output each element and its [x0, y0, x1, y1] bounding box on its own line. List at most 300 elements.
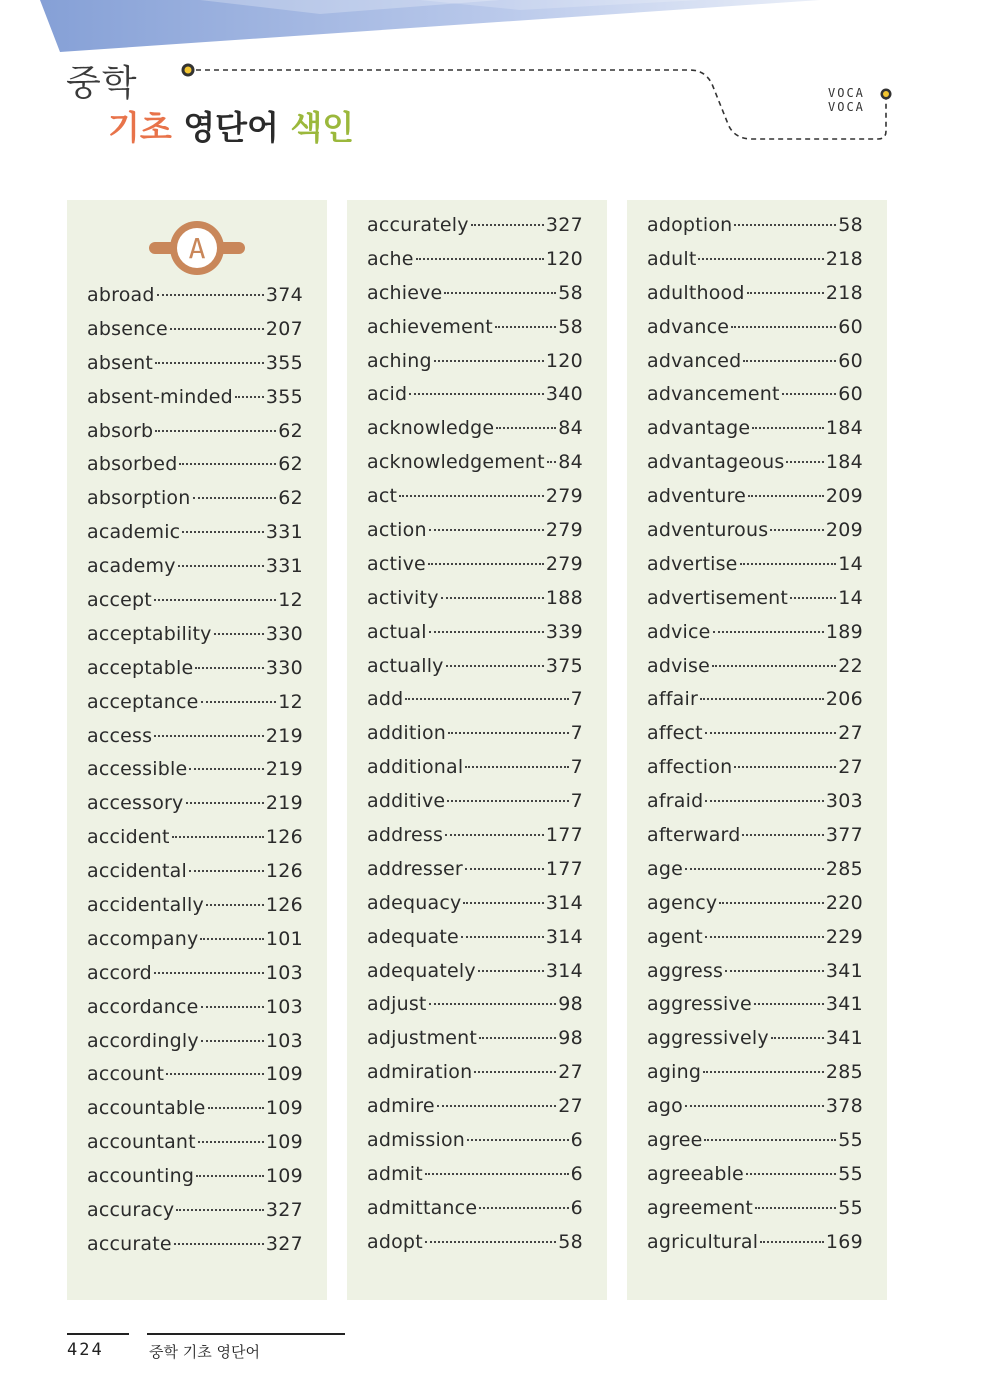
entry-word: additive: [367, 790, 446, 813]
entry-page: 120: [545, 349, 583, 372]
entry-word: accident: [87, 826, 170, 849]
dot-leader: [178, 564, 264, 567]
entry-page: 27: [558, 1061, 583, 1084]
entry-page: 126: [265, 826, 303, 849]
entry-word: accordance: [87, 995, 199, 1018]
entry-word: advance: [647, 315, 730, 338]
entry-word: adventurous: [647, 519, 769, 542]
index-entry: [647, 587, 863, 621]
index-entry: [367, 417, 583, 451]
dot-leader: [425, 1172, 569, 1175]
dot-leader: [448, 731, 569, 734]
entry-word: access: [87, 724, 153, 747]
entry-word: action: [367, 519, 427, 542]
entry-word: admit: [367, 1162, 423, 1185]
index-entry: [647, 553, 863, 587]
dot-leader: [742, 833, 823, 836]
entry-word: accompany: [87, 927, 199, 950]
index-entry: [367, 316, 583, 350]
dot-leader: [196, 1174, 264, 1177]
page-number: 424: [67, 1340, 104, 1360]
index-entry: [647, 790, 863, 824]
entry-word: afraid: [647, 790, 704, 813]
entry-word: acknowledgement: [367, 451, 545, 474]
index-entry: [87, 589, 303, 623]
entry-word: acknowledge: [367, 417, 495, 440]
index-entry: [367, 1231, 583, 1265]
dot-leader: [429, 528, 544, 531]
index-entry: [367, 587, 583, 621]
entry-page: 120: [545, 247, 583, 270]
entry-word: advanced: [647, 349, 742, 372]
dot-leader: [198, 1140, 264, 1143]
entry-word: affair: [647, 688, 698, 711]
entry-word: absorb: [87, 419, 154, 442]
entry-list: [647, 214, 863, 1265]
index-entry: [367, 214, 583, 248]
section-letter: A: [188, 232, 206, 265]
index-entry: [647, 993, 863, 1027]
flower-icon: [881, 89, 892, 100]
entry-page: 58: [558, 281, 583, 304]
entry-word: affection: [647, 756, 733, 779]
entry-list: [367, 214, 583, 1265]
index-entry: [87, 386, 303, 420]
entry-word: agreement: [647, 1196, 753, 1219]
entry-word: addresser: [367, 857, 463, 880]
entry-word: aggressively: [647, 1027, 769, 1050]
dot-leader: [495, 325, 556, 328]
entry-page: 169: [825, 1230, 863, 1253]
dot-leader: [747, 291, 824, 294]
entry-page: 103: [265, 995, 303, 1018]
entry-page: 58: [558, 315, 583, 338]
index-entry: [647, 858, 863, 892]
dot-leader: [703, 1070, 824, 1073]
index-entry: [87, 1199, 303, 1233]
index-column-2: [347, 200, 607, 1300]
index-entry: [87, 623, 303, 657]
dot-leader: [760, 1240, 824, 1243]
entry-page: 327: [265, 1199, 303, 1222]
dot-leader: [170, 327, 264, 330]
dot-leader: [685, 1104, 824, 1107]
index-entry: [647, 417, 863, 451]
entry-word: accept: [87, 589, 152, 612]
entry-page: 62: [278, 453, 303, 476]
index-entry: [647, 926, 863, 960]
entry-page: 279: [545, 485, 583, 508]
entry-word: addition: [367, 722, 447, 745]
dot-leader: [182, 530, 264, 533]
dot-leader: [195, 666, 263, 669]
dot-leader: [446, 664, 544, 667]
index-entry: [367, 383, 583, 417]
dot-leader: [712, 664, 836, 667]
entry-page: 314: [545, 925, 583, 948]
entry-word: active: [367, 552, 426, 575]
index-entry: [647, 756, 863, 790]
voca-label: [828, 86, 865, 114]
entry-word: adoption: [647, 214, 733, 236]
entry-page: 58: [838, 214, 863, 236]
entry-page: 327: [545, 214, 583, 236]
dot-leader: [208, 1106, 264, 1109]
entry-page: 331: [265, 521, 303, 544]
entry-page: 177: [545, 857, 583, 880]
index-entry: [367, 655, 583, 689]
index-entry: [647, 688, 863, 722]
entry-page: 218: [825, 247, 863, 270]
index-entry: [367, 621, 583, 655]
index-entry: [87, 1063, 303, 1097]
index-entry: [647, 1061, 863, 1095]
entry-page: 327: [265, 1232, 303, 1255]
entry-page: 84: [558, 451, 583, 474]
entry-word: accord: [87, 961, 152, 984]
dot-leader: [441, 596, 544, 599]
index-entry: [367, 1129, 583, 1163]
entry-page: 279: [545, 552, 583, 575]
dot-leader: [700, 697, 824, 700]
footer-rule: [147, 1333, 345, 1335]
dot-leader: [405, 697, 568, 700]
entry-word: act: [367, 485, 398, 508]
index-entry: [367, 993, 583, 1027]
section-letter-badge: [149, 220, 245, 276]
index-entry: [367, 960, 583, 994]
dot-leader: [748, 494, 824, 497]
index-entry: [367, 1027, 583, 1061]
dot-leader: [719, 901, 824, 904]
entry-page: 285: [825, 857, 863, 880]
dot-leader: [782, 392, 837, 395]
entry-word: adulthood: [647, 281, 745, 304]
index-entry: [367, 248, 583, 282]
index-entry: [647, 1129, 863, 1163]
entry-word: additional: [367, 756, 464, 779]
entry-page: 374: [265, 284, 303, 306]
entry-word: absence: [87, 317, 168, 340]
dot-leader: [734, 765, 836, 768]
index-entry: [367, 350, 583, 384]
entry-page: 101: [265, 927, 303, 950]
index-entry: [647, 892, 863, 926]
entry-page: 62: [278, 419, 303, 442]
index-entry: [367, 722, 583, 756]
entry-word: admittance: [367, 1196, 478, 1219]
entry-word: advertise: [647, 552, 738, 575]
entry-page: 285: [825, 1061, 863, 1084]
entry-word: adventure: [647, 485, 747, 508]
dot-leader: [434, 359, 544, 362]
entry-page: 184: [825, 417, 863, 440]
entry-word: accessory: [87, 792, 184, 815]
dot-leader: [547, 460, 556, 463]
entry-page: 109: [265, 1097, 303, 1120]
entry-word: absent-minded: [87, 385, 233, 408]
entry-word: adequate: [367, 925, 459, 948]
index-entry: [87, 826, 303, 860]
index-entry: [87, 1131, 303, 1165]
index-entry: [647, 824, 863, 858]
dot-leader: [416, 257, 544, 260]
dot-leader: [154, 598, 276, 601]
entry-page: 126: [265, 860, 303, 883]
index-entry: [87, 521, 303, 555]
entry-page: 98: [558, 1027, 583, 1050]
dot-leader: [752, 426, 824, 429]
entry-word: advancement: [647, 383, 780, 406]
entry-page: 7: [570, 688, 583, 711]
index-entry: [647, 621, 863, 655]
entry-page: 103: [265, 1029, 303, 1052]
entry-word: adult: [647, 247, 697, 270]
entry-page: 341: [825, 959, 863, 982]
entry-word: ache: [367, 247, 414, 270]
dot-leader: [200, 937, 263, 940]
entry-word: add: [367, 688, 404, 711]
dot-leader: [154, 971, 264, 974]
index-entry: [647, 451, 863, 485]
dot-leader: [166, 1072, 264, 1075]
dot-leader: [755, 1206, 836, 1209]
index-entry: [367, 1197, 583, 1231]
entry-word: adequately: [367, 959, 476, 982]
dot-leader: [786, 460, 823, 463]
dot-leader: [478, 969, 544, 972]
dot-leader: [463, 901, 543, 904]
index-entry: [367, 1095, 583, 1129]
dot-leader: [465, 867, 544, 870]
entry-word: advise: [647, 654, 711, 677]
entry-word: admiration: [367, 1061, 473, 1084]
index-entry: [87, 657, 303, 691]
index-entry: [87, 555, 303, 589]
entry-word: age: [647, 857, 683, 880]
index-entry: [647, 485, 863, 519]
entry-word: agree: [647, 1129, 703, 1152]
entry-word: adjust: [367, 993, 427, 1016]
entry-word: adopt: [367, 1230, 423, 1253]
entry-page: 109: [265, 1063, 303, 1086]
index-entry: [647, 1197, 863, 1231]
entry-word: abroad: [87, 284, 155, 306]
index-entry: [367, 790, 583, 824]
entry-word: agreeable: [647, 1162, 744, 1185]
index-entry: [367, 1061, 583, 1095]
index-entry: [87, 1165, 303, 1199]
entry-word: afterward: [647, 824, 741, 847]
title-part-index: 색인: [290, 108, 355, 147]
dot-leader: [425, 1240, 556, 1243]
index-entry: [647, 960, 863, 994]
entry-word: adequacy: [367, 891, 462, 914]
entry-page: 219: [265, 792, 303, 815]
entry-page: 12: [278, 690, 303, 713]
entry-page: 27: [838, 722, 863, 745]
dot-leader: [189, 767, 263, 770]
entry-page: 14: [838, 586, 863, 609]
entry-word: acceptance: [87, 690, 199, 713]
entry-page: 209: [825, 485, 863, 508]
entry-word: agricultural: [647, 1230, 759, 1253]
index-entry: [367, 858, 583, 892]
entry-word: achieve: [367, 281, 443, 304]
dot-leader: [474, 1070, 556, 1073]
index-entry: [367, 926, 583, 960]
index-entry: [647, 519, 863, 553]
entry-word: acid: [367, 383, 408, 406]
entry-page: 339: [545, 620, 583, 643]
index-entry: [87, 928, 303, 962]
entry-word: accessible: [87, 758, 188, 781]
entry-page: 6: [570, 1162, 583, 1185]
title-part-basic: 기초: [108, 108, 172, 147]
entry-word: accounting: [87, 1165, 195, 1188]
dot-leader: [174, 1242, 264, 1245]
entry-word: actual: [367, 620, 427, 643]
dot-leader: [429, 1002, 557, 1005]
dot-leader: [172, 835, 264, 838]
entry-page: 355: [265, 351, 303, 374]
dot-leader: [445, 833, 544, 836]
entry-page: 303: [825, 790, 863, 813]
dot-leader: [157, 293, 264, 296]
entry-page: 330: [265, 656, 303, 679]
voca-line-1: VOCA: [828, 86, 865, 100]
entry-page: 55: [838, 1196, 863, 1219]
index-entry: [87, 453, 303, 487]
dot-leader: [790, 596, 836, 599]
entry-word: academic: [87, 521, 181, 544]
entry-word: activity: [367, 586, 439, 609]
dot-leader: [496, 426, 556, 429]
index-entry: [367, 688, 583, 722]
index-entry: [367, 553, 583, 587]
entry-word: accountant: [87, 1131, 196, 1154]
title-small: 중학: [66, 63, 138, 104]
dot-leader: [740, 562, 837, 565]
entry-page: 340: [545, 383, 583, 406]
entry-page: 314: [545, 891, 583, 914]
entry-page: 378: [825, 1095, 863, 1118]
index-entry: [647, 1027, 863, 1061]
dot-leader: [235, 395, 264, 398]
index-entry: [87, 1233, 303, 1267]
index-entry: [87, 691, 303, 725]
dot-leader: [734, 223, 836, 226]
entry-word: admire: [367, 1095, 435, 1118]
entry-page: 206: [825, 688, 863, 711]
entry-page: 60: [838, 349, 863, 372]
index-entry: [87, 894, 303, 928]
entry-page: 7: [570, 722, 583, 745]
entry-word: acceptability: [87, 622, 212, 645]
dot-leader: [428, 562, 544, 565]
entry-word: aggress: [647, 959, 724, 982]
index-entry: [87, 1097, 303, 1131]
index-entry: [87, 487, 303, 521]
entry-word: ago: [647, 1095, 683, 1118]
entry-word: advantage: [647, 417, 751, 440]
index-entry: [647, 214, 863, 248]
entry-page: 55: [838, 1162, 863, 1185]
entry-word: agent: [647, 925, 703, 948]
entry-page: 188: [545, 586, 583, 609]
entry-page: 355: [265, 385, 303, 408]
dot-leader: [189, 869, 264, 872]
dot-leader: [179, 462, 276, 465]
index-entry: [647, 1095, 863, 1129]
dot-leader: [437, 1104, 556, 1107]
entry-page: 341: [825, 1027, 863, 1050]
index-entry: [87, 996, 303, 1030]
entry-page: 60: [838, 383, 863, 406]
footer-rule: [67, 1333, 129, 1335]
dot-leader: [705, 799, 824, 802]
entry-list: [87, 284, 303, 1267]
entry-page: 27: [838, 756, 863, 779]
dot-leader: [155, 361, 264, 364]
dot-leader: [186, 801, 264, 804]
entry-page: 109: [265, 1131, 303, 1154]
index-entry: [87, 962, 303, 996]
index-entry: [367, 756, 583, 790]
dot-leader: [685, 867, 824, 870]
entry-word: accurate: [87, 1232, 172, 1255]
index-entry: [367, 485, 583, 519]
index-entry: [647, 350, 863, 384]
dot-leader: [201, 1005, 264, 1008]
index-entry: [367, 892, 583, 926]
index-entry: [87, 352, 303, 386]
entry-word: accurately: [367, 214, 469, 236]
entry-word: aging: [647, 1061, 702, 1084]
entry-page: 331: [265, 555, 303, 578]
dot-leader: [201, 700, 277, 703]
dot-leader: [731, 325, 836, 328]
index-entry: [367, 1163, 583, 1197]
entry-word: admission: [367, 1129, 466, 1152]
index-column-3: [627, 200, 887, 1300]
entry-word: absent: [87, 351, 153, 374]
entry-page: 6: [570, 1196, 583, 1219]
dot-leader: [214, 632, 264, 635]
entry-word: accordingly: [87, 1029, 199, 1052]
entry-word: agency: [647, 891, 718, 914]
entry-page: 219: [265, 724, 303, 747]
dot-leader: [429, 630, 544, 633]
dot-leader: [754, 1002, 824, 1005]
entry-page: 375: [545, 654, 583, 677]
book-title: 중학 기초 영단어: [149, 1343, 260, 1361]
entry-word: address: [367, 824, 444, 847]
title-part-vocab: 영단어: [183, 108, 279, 147]
entry-word: accountable: [87, 1097, 206, 1120]
dot-leader: [713, 630, 824, 633]
index-entry: [647, 316, 863, 350]
entry-word: aggressive: [647, 993, 752, 1016]
entry-word: accidental: [87, 860, 187, 883]
entry-word: affect: [647, 722, 703, 745]
dot-leader: [743, 359, 836, 362]
entry-page: 103: [265, 961, 303, 984]
dot-leader: [479, 1036, 556, 1039]
index-entry: [647, 1231, 863, 1265]
dot-leader: [698, 257, 823, 260]
index-entry: [647, 282, 863, 316]
